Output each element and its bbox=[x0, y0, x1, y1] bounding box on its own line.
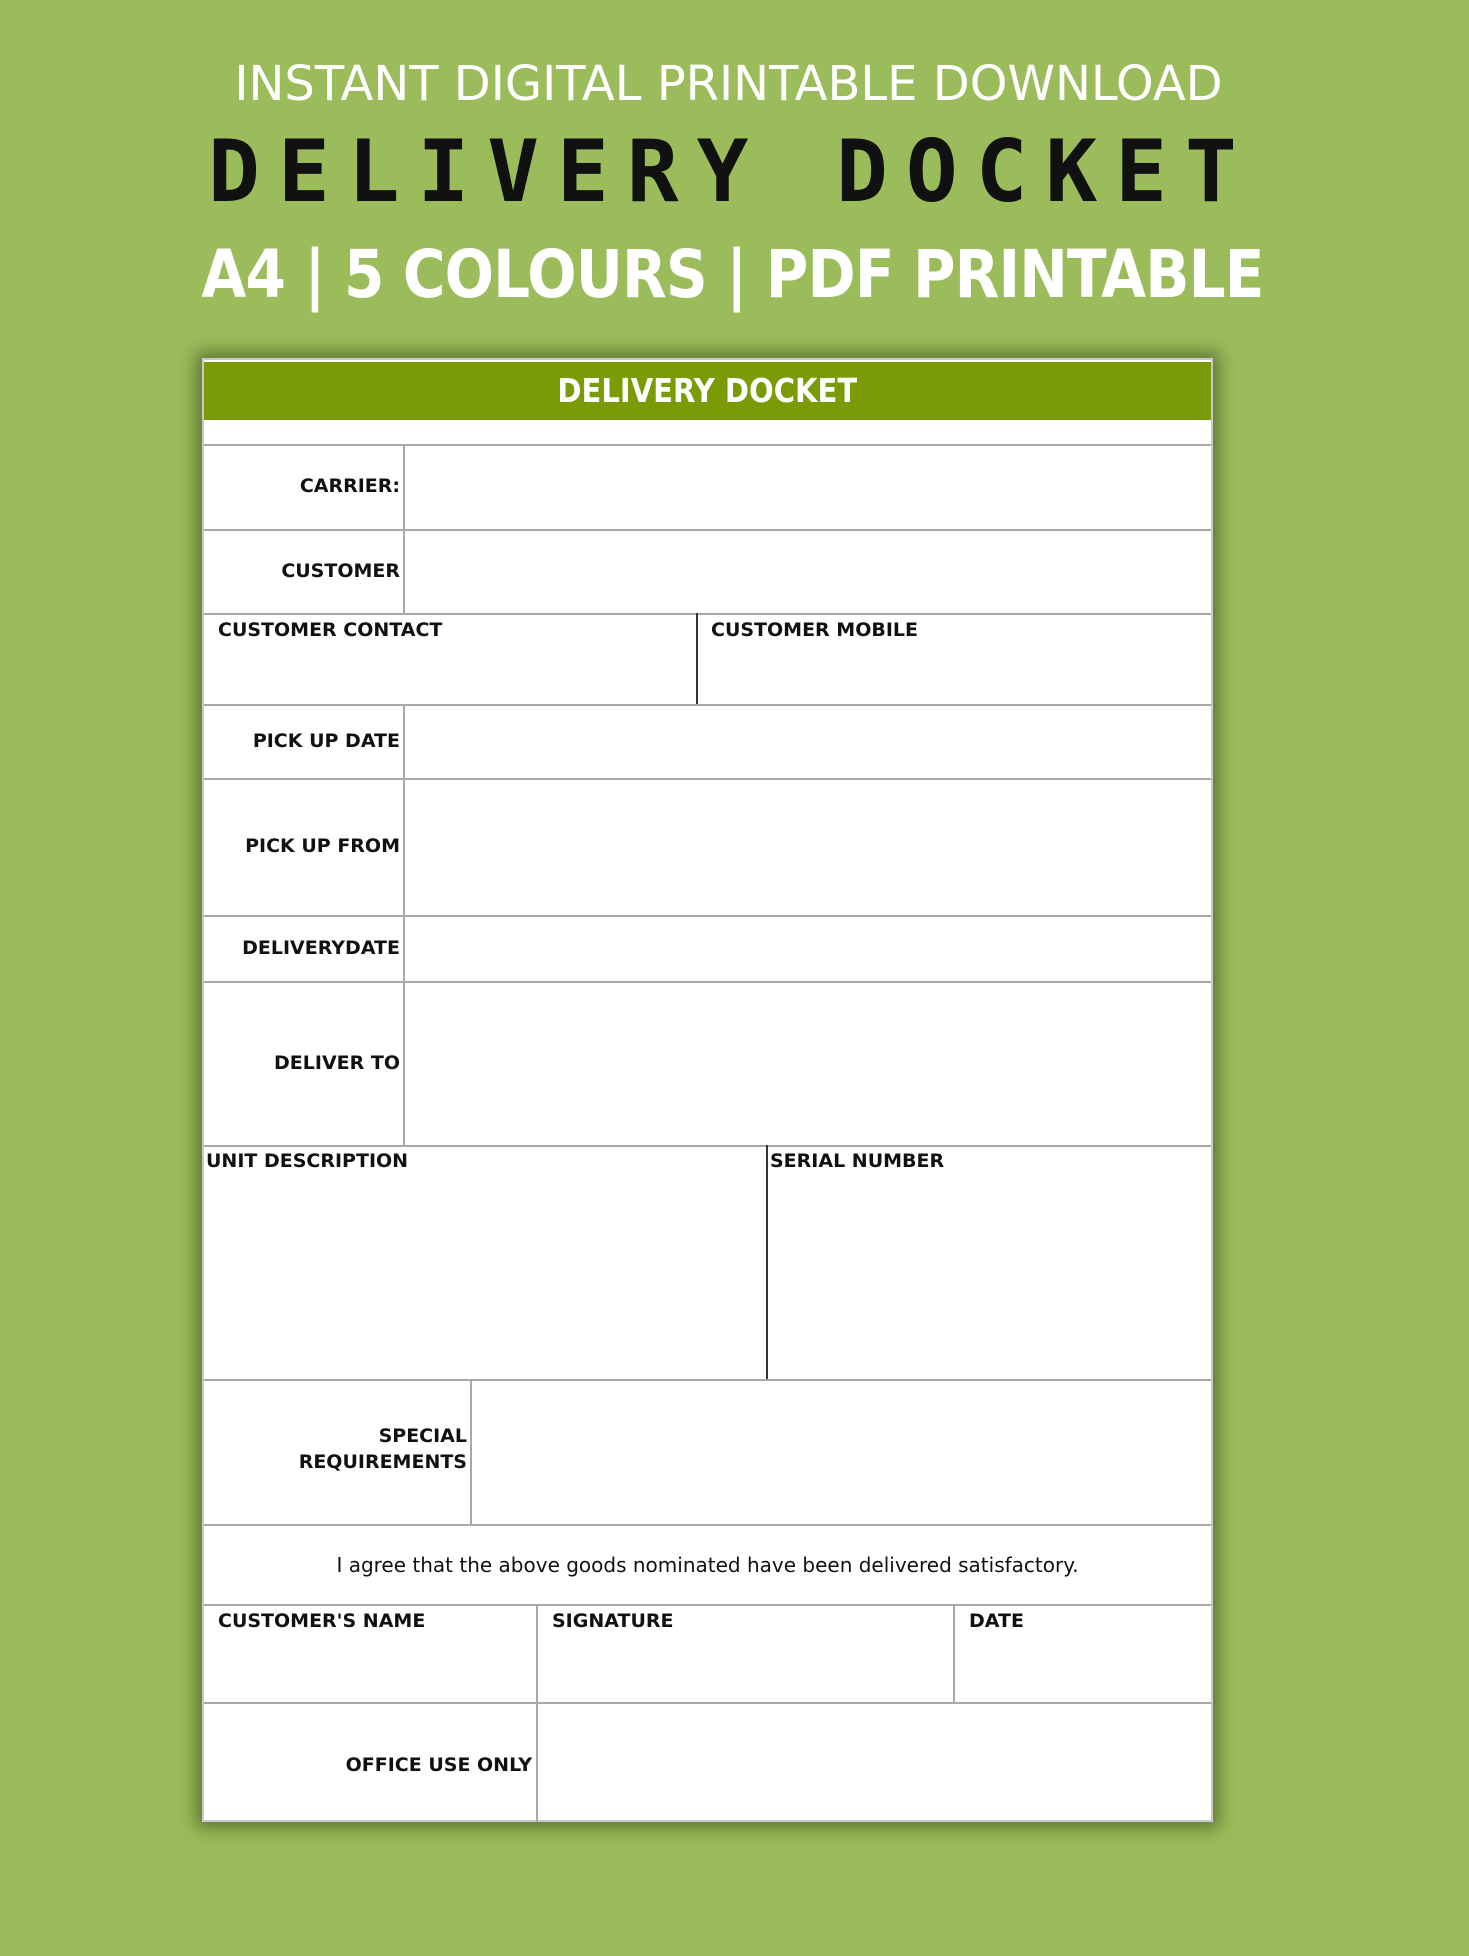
row-divider bbox=[204, 915, 1211, 917]
agreement-statement: I agree that the above goods nominated have been delivered satisfactory. bbox=[336, 1553, 1079, 1577]
row-divider bbox=[204, 1524, 1211, 1526]
row-divider bbox=[204, 613, 1211, 615]
customers-name-label: CUSTOMER'S NAME bbox=[218, 1610, 426, 1632]
column-divider bbox=[536, 1604, 538, 1822]
row-divider bbox=[204, 704, 1211, 706]
pick-up-from-label: PICK UP FROM bbox=[245, 835, 400, 857]
column-divider bbox=[403, 444, 405, 613]
docket-header-bar bbox=[204, 362, 1211, 420]
row-divider bbox=[204, 444, 1211, 446]
row-divider bbox=[204, 981, 1211, 983]
row-divider bbox=[204, 529, 1211, 531]
row-divider bbox=[204, 1702, 1211, 1704]
pick-up-date-label: PICK UP DATE bbox=[252, 730, 400, 752]
serial-number-label: SERIAL NUMBER bbox=[770, 1150, 945, 1172]
docket-sheet bbox=[202, 358, 1213, 1822]
row-divider bbox=[204, 778, 1211, 780]
promo-title: DELIVERY DOCKET bbox=[208, 122, 1255, 222]
row-divider bbox=[204, 1145, 1211, 1147]
column-divider bbox=[403, 704, 405, 1145]
column-divider bbox=[696, 613, 698, 704]
deliver-to-label: DELIVER TO bbox=[274, 1052, 400, 1074]
office-use-only-label: OFFICE USE ONLY bbox=[345, 1754, 532, 1776]
row-divider bbox=[204, 1604, 1211, 1606]
signature-label: SIGNATURE bbox=[552, 1610, 674, 1632]
special-requirements-label-line2: REQUIREMENTS bbox=[298, 1451, 467, 1473]
date-label: DATE bbox=[969, 1610, 1024, 1632]
column-divider bbox=[766, 1145, 768, 1379]
unit-description-label: UNIT DESCRIPTION bbox=[206, 1150, 409, 1172]
special-requirements-label-line1: SPECIAL bbox=[378, 1425, 467, 1447]
customer-mobile-label: CUSTOMER MOBILE bbox=[711, 619, 918, 641]
promo-subtitle: INSTANT DIGITAL PRINTABLE DOWNLOAD bbox=[234, 56, 1223, 112]
column-divider bbox=[953, 1604, 955, 1702]
row-divider bbox=[204, 1379, 1211, 1381]
customer-contact-label: CUSTOMER CONTACT bbox=[218, 619, 443, 641]
delivery-date-label: DELIVERYDATE bbox=[242, 937, 400, 959]
column-divider bbox=[470, 1379, 472, 1524]
customer-label: CUSTOMER bbox=[281, 560, 400, 582]
carrier-label: CARRIER: bbox=[299, 475, 400, 497]
promo-specs: A4 | 5 COLOURS | PDF PRINTABLE bbox=[201, 236, 1264, 313]
docket-title: DELIVERY DOCKET bbox=[557, 371, 858, 410]
